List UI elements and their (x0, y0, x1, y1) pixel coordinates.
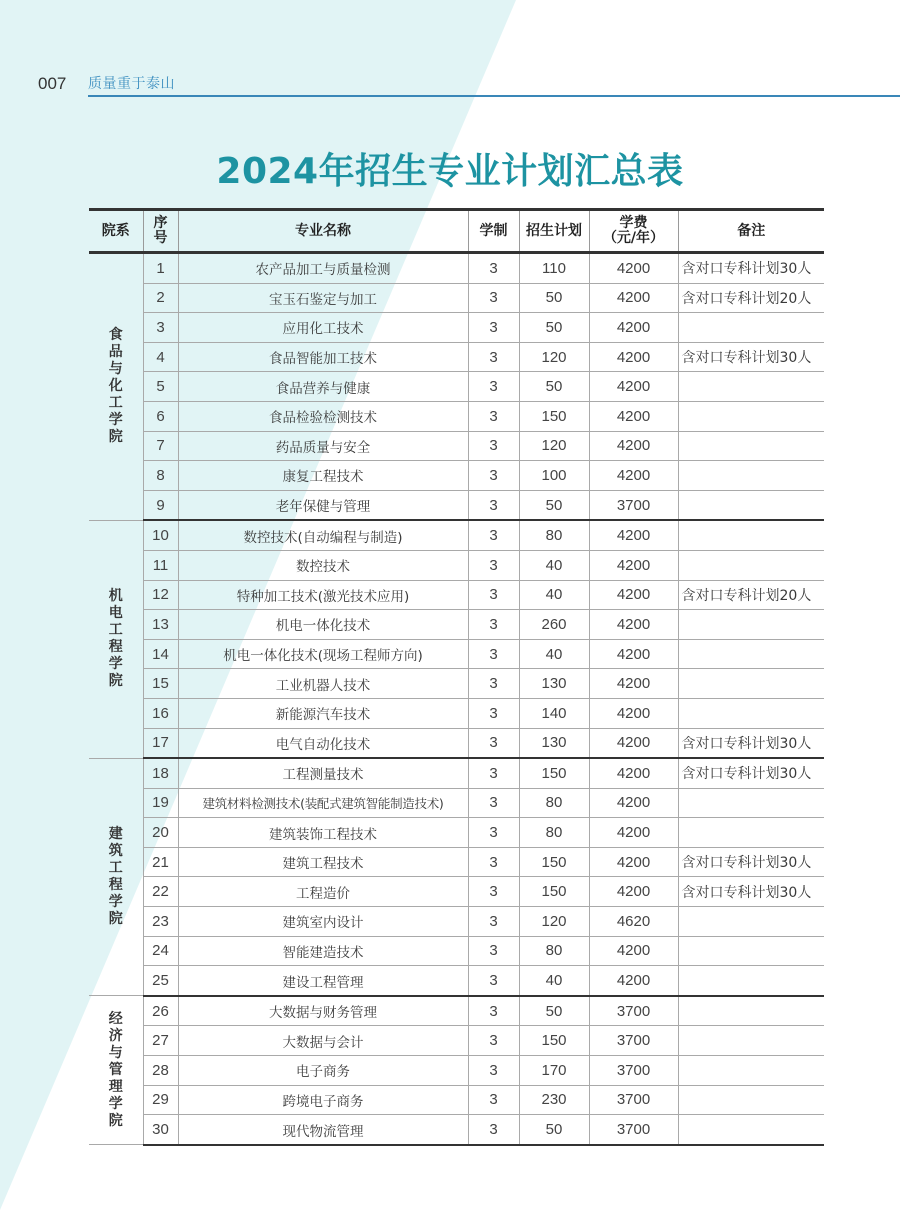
fee-cell: 4200 (589, 818, 678, 848)
note-cell (678, 372, 824, 402)
major-cell: 药品质量与安全 (178, 431, 468, 461)
fee-cell: 4200 (589, 788, 678, 818)
seq-cell: 5 (143, 372, 178, 402)
header-fee (589, 210, 678, 253)
table-row (89, 253, 824, 284)
fee-cell: 4200 (589, 758, 678, 788)
fee-cell: 4200 (589, 372, 678, 402)
years-cell: 3 (468, 431, 519, 461)
plan-cell: 50 (519, 283, 589, 313)
note-cell (678, 313, 824, 343)
enrollment-table-container (89, 208, 824, 1146)
page-header (38, 68, 175, 96)
years-cell: 3 (468, 283, 519, 313)
note-cell (678, 1026, 824, 1056)
header-major: 专业名称 (178, 210, 468, 253)
years-cell: 3 (468, 461, 519, 491)
fee-cell: 4200 (589, 550, 678, 580)
fee-cell: 3700 (589, 1026, 678, 1056)
header-note: 备注 (678, 210, 824, 253)
years-cell: 3 (468, 610, 519, 640)
fee-cell: 4200 (589, 728, 678, 758)
table-row (89, 283, 824, 313)
seq-cell: 30 (143, 1115, 178, 1145)
major-cell: 电气自动化技术 (178, 728, 468, 758)
plan-cell: 40 (519, 966, 589, 996)
note-cell (678, 907, 824, 937)
note-cell: 含对口专科计划20人 (678, 580, 824, 610)
major-cell: 大数据与财务管理 (178, 996, 468, 1026)
major-cell: 机电一体化技术(现场工程师方向) (178, 639, 468, 669)
seq-cell: 6 (143, 401, 178, 431)
plan-cell: 120 (519, 907, 589, 937)
plan-cell: 50 (519, 490, 589, 520)
header-fee-line2: （元/年） (602, 230, 665, 246)
seq-cell: 7 (143, 431, 178, 461)
fee-cell: 4200 (589, 283, 678, 313)
plan-cell: 150 (519, 401, 589, 431)
seq-cell: 1 (143, 253, 178, 284)
header-dept: 院系 (89, 210, 143, 253)
years-cell: 3 (468, 907, 519, 937)
plan-cell: 40 (519, 639, 589, 669)
years-cell: 3 (468, 639, 519, 669)
plan-cell: 120 (519, 342, 589, 372)
page-number: 007 (38, 74, 67, 93)
header-seq-line2: 号 (153, 230, 168, 246)
seq-cell: 3 (143, 313, 178, 343)
fee-cell: 4200 (589, 313, 678, 343)
years-cell: 3 (468, 1085, 519, 1115)
years-cell: 3 (468, 936, 519, 966)
major-cell: 食品营养与健康 (178, 372, 468, 402)
note-cell: 含对口专科计划30人 (678, 728, 824, 758)
years-cell: 3 (468, 1115, 519, 1145)
fee-cell: 3700 (589, 490, 678, 520)
plan-cell: 80 (519, 818, 589, 848)
note-cell (678, 639, 824, 669)
table-row (89, 669, 824, 699)
note-cell (678, 520, 824, 550)
major-cell: 工业机器人技术 (178, 669, 468, 699)
years-cell: 3 (468, 313, 519, 343)
major-cell: 农产品加工与质量检测 (178, 253, 468, 284)
major-cell: 宝玉石鉴定与加工 (178, 283, 468, 313)
major-cell: 建设工程管理 (178, 966, 468, 996)
fee-cell: 4200 (589, 610, 678, 640)
page-slogan: 质量重于泰山 (88, 76, 175, 92)
years-cell: 3 (468, 520, 519, 550)
table-row (89, 788, 824, 818)
seq-cell: 18 (143, 758, 178, 788)
note-cell (678, 461, 824, 491)
fee-cell: 3700 (589, 1056, 678, 1086)
major-cell: 工程测量技术 (178, 758, 468, 788)
years-cell: 3 (468, 698, 519, 728)
years-cell: 3 (468, 401, 519, 431)
table-row (89, 728, 824, 758)
table-row (89, 818, 824, 848)
seq-cell: 9 (143, 490, 178, 520)
fee-cell: 4620 (589, 907, 678, 937)
years-cell: 3 (468, 1026, 519, 1056)
seq-cell: 13 (143, 610, 178, 640)
years-cell: 3 (468, 788, 519, 818)
major-cell: 新能源汽车技术 (178, 698, 468, 728)
header-plan: 招生计划 (519, 210, 589, 253)
table-row (89, 342, 824, 372)
seq-cell: 28 (143, 1056, 178, 1086)
plan-cell: 40 (519, 580, 589, 610)
note-cell (678, 1115, 824, 1145)
plan-cell: 130 (519, 669, 589, 699)
table-row (89, 758, 824, 788)
years-cell: 3 (468, 253, 519, 284)
major-cell: 建筑室内设计 (178, 907, 468, 937)
fee-cell: 4200 (589, 639, 678, 669)
dept-name: 经济与管理学院 (108, 1010, 123, 1129)
dept-name: 食品与化工学院 (108, 327, 123, 446)
major-cell: 数控技术 (178, 550, 468, 580)
note-cell (678, 936, 824, 966)
years-cell: 3 (468, 996, 519, 1026)
major-cell: 跨境电子商务 (178, 1085, 468, 1115)
seq-cell: 29 (143, 1085, 178, 1115)
table-row (89, 877, 824, 907)
table-row (89, 639, 824, 669)
fee-cell: 4200 (589, 936, 678, 966)
plan-cell: 140 (519, 698, 589, 728)
fee-cell: 4200 (589, 669, 678, 699)
years-cell: 3 (468, 758, 519, 788)
page-title: 2024年招生专业计划汇总表 (216, 151, 684, 192)
note-cell: 含对口专科计划30人 (678, 847, 824, 877)
seq-cell: 2 (143, 283, 178, 313)
plan-cell: 150 (519, 877, 589, 907)
plan-cell: 50 (519, 372, 589, 402)
fee-cell: 4200 (589, 253, 678, 284)
fee-cell: 4200 (589, 520, 678, 550)
years-cell: 3 (468, 728, 519, 758)
note-cell (678, 698, 824, 728)
table-row (89, 580, 824, 610)
note-cell (678, 818, 824, 848)
table-row (89, 490, 824, 520)
table-row (89, 1056, 824, 1086)
table-row (89, 1026, 824, 1056)
dept-cell (89, 253, 143, 521)
years-cell: 3 (468, 580, 519, 610)
note-cell: 含对口专科计划30人 (678, 342, 824, 372)
major-cell: 智能建造技术 (178, 936, 468, 966)
plan-cell: 170 (519, 1056, 589, 1086)
enrollment-plan-table (89, 208, 824, 1146)
table-row (89, 431, 824, 461)
note-cell: 含对口专科计划30人 (678, 758, 824, 788)
header-fee-line1: 学费 (619, 215, 648, 231)
table-row (89, 936, 824, 966)
table-row (89, 313, 824, 343)
table-row (89, 372, 824, 402)
seq-cell: 22 (143, 877, 178, 907)
major-cell: 特种加工技术(激光技术应用) (178, 580, 468, 610)
major-cell: 食品检验检测技术 (178, 401, 468, 431)
seq-cell: 19 (143, 788, 178, 818)
note-cell (678, 490, 824, 520)
major-cell: 老年保健与管理 (178, 490, 468, 520)
note-cell (678, 610, 824, 640)
table-row (89, 907, 824, 937)
seq-cell: 4 (143, 342, 178, 372)
major-cell: 应用化工技术 (178, 313, 468, 343)
note-cell (678, 1056, 824, 1086)
years-cell: 3 (468, 847, 519, 877)
major-cell: 工程造价 (178, 877, 468, 907)
years-cell: 3 (468, 490, 519, 520)
table-row (89, 550, 824, 580)
table-row (89, 1085, 824, 1115)
major-cell: 大数据与会计 (178, 1026, 468, 1056)
table-row (89, 1115, 824, 1145)
note-cell: 含对口专科计划20人 (678, 283, 824, 313)
plan-cell: 50 (519, 313, 589, 343)
table-row (89, 847, 824, 877)
table-row (89, 461, 824, 491)
seq-cell: 16 (143, 698, 178, 728)
major-cell: 数控技术(自动编程与制造) (178, 520, 468, 550)
table-row (89, 996, 824, 1026)
table-row (89, 966, 824, 996)
fee-cell: 4200 (589, 877, 678, 907)
fee-cell: 4200 (589, 431, 678, 461)
plan-cell: 110 (519, 253, 589, 284)
major-cell: 建筑材料检测技术(装配式建筑智能制造技术) (178, 788, 468, 818)
note-cell (678, 1085, 824, 1115)
fee-cell: 4200 (589, 966, 678, 996)
header-years: 学制 (468, 210, 519, 253)
plan-cell: 120 (519, 431, 589, 461)
years-cell: 3 (468, 669, 519, 699)
seq-cell: 15 (143, 669, 178, 699)
fee-cell: 4200 (589, 461, 678, 491)
note-cell (678, 996, 824, 1026)
plan-cell: 230 (519, 1085, 589, 1115)
seq-cell: 24 (143, 936, 178, 966)
years-cell: 3 (468, 342, 519, 372)
dept-name: 建筑工程学院 (108, 825, 123, 927)
major-cell: 康复工程技术 (178, 461, 468, 491)
seq-cell: 10 (143, 520, 178, 550)
note-cell (678, 966, 824, 996)
seq-cell: 23 (143, 907, 178, 937)
seq-cell: 14 (143, 639, 178, 669)
note-cell (678, 401, 824, 431)
seq-cell: 26 (143, 996, 178, 1026)
plan-cell: 100 (519, 461, 589, 491)
table-row (89, 698, 824, 728)
note-cell (678, 788, 824, 818)
header-rule (88, 95, 900, 97)
table-header (89, 210, 824, 253)
fee-cell: 4200 (589, 401, 678, 431)
plan-cell: 80 (519, 936, 589, 966)
dept-cell (89, 758, 143, 996)
major-cell: 电子商务 (178, 1056, 468, 1086)
seq-cell: 21 (143, 847, 178, 877)
major-cell: 建筑装饰工程技术 (178, 818, 468, 848)
table-row (89, 520, 824, 550)
header-seq (143, 210, 178, 253)
years-cell: 3 (468, 1056, 519, 1086)
years-cell: 3 (468, 550, 519, 580)
years-cell: 3 (468, 372, 519, 402)
plan-cell: 150 (519, 847, 589, 877)
years-cell: 3 (468, 818, 519, 848)
fee-cell: 4200 (589, 698, 678, 728)
plan-cell: 50 (519, 996, 589, 1026)
seq-cell: 17 (143, 728, 178, 758)
table-body (89, 253, 824, 1145)
table-row (89, 610, 824, 640)
fee-cell: 4200 (589, 580, 678, 610)
major-cell: 现代物流管理 (178, 1115, 468, 1145)
seq-cell: 25 (143, 966, 178, 996)
seq-cell: 12 (143, 580, 178, 610)
major-cell: 机电一体化技术 (178, 610, 468, 640)
fee-cell: 3700 (589, 1085, 678, 1115)
plan-cell: 150 (519, 758, 589, 788)
major-cell: 食品智能加工技术 (178, 342, 468, 372)
table-row (89, 401, 824, 431)
fee-cell: 4200 (589, 847, 678, 877)
years-cell: 3 (468, 877, 519, 907)
seq-cell: 27 (143, 1026, 178, 1056)
fee-cell: 3700 (589, 996, 678, 1026)
dept-name: 机电工程学院 (108, 588, 123, 690)
fee-cell: 3700 (589, 1115, 678, 1145)
plan-cell: 130 (519, 728, 589, 758)
major-cell: 建筑工程技术 (178, 847, 468, 877)
note-cell: 含对口专科计划30人 (678, 253, 824, 284)
header-seq-line1: 序 (153, 215, 168, 231)
note-cell (678, 669, 824, 699)
years-cell: 3 (468, 966, 519, 996)
plan-cell: 150 (519, 1026, 589, 1056)
plan-cell: 40 (519, 550, 589, 580)
seq-cell: 11 (143, 550, 178, 580)
plan-cell: 260 (519, 610, 589, 640)
seq-cell: 8 (143, 461, 178, 491)
seq-cell: 20 (143, 818, 178, 848)
dept-cell (89, 996, 143, 1145)
note-cell: 含对口专科计划30人 (678, 877, 824, 907)
note-cell (678, 550, 824, 580)
dept-cell (89, 520, 143, 758)
plan-cell: 50 (519, 1115, 589, 1145)
plan-cell: 80 (519, 788, 589, 818)
note-cell (678, 431, 824, 461)
plan-cell: 80 (519, 520, 589, 550)
fee-cell: 4200 (589, 342, 678, 372)
